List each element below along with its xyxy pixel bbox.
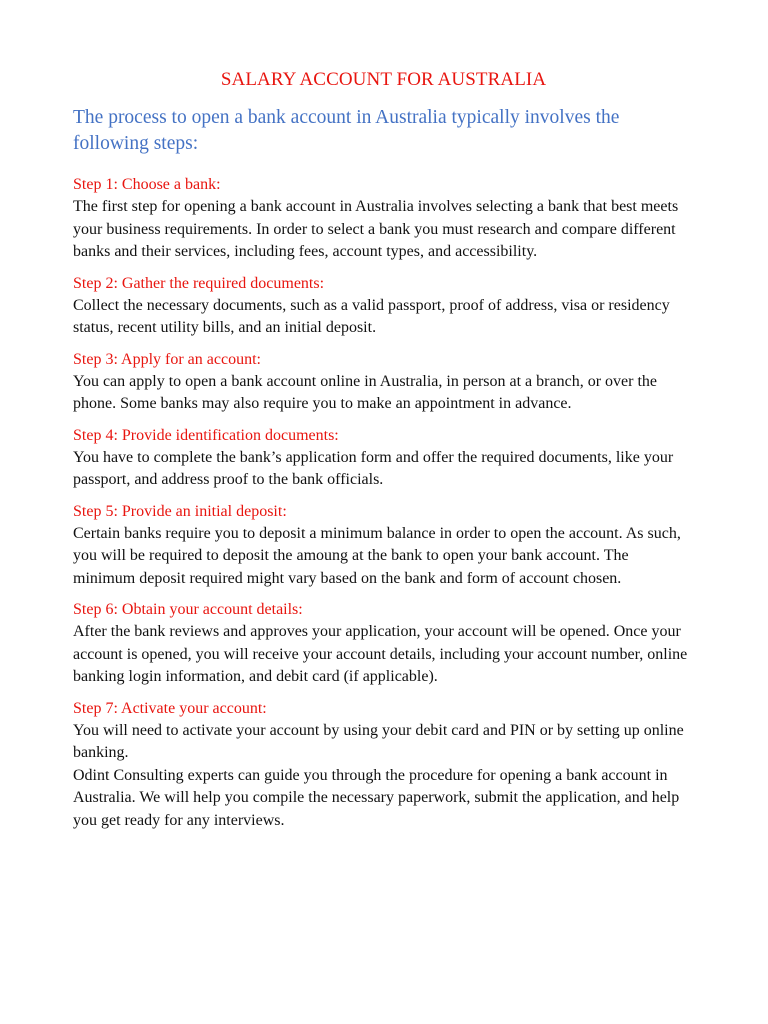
step-heading: Step 2: Gather the required documents:: [73, 274, 325, 292]
step-section: [73, 273, 694, 340]
step-body: After the bank reviews and approves your application, your account will be opened. Once your account is opened, you will receive your account details, including your account number, online banking login information, and debit card (if applicable).: [73, 623, 688, 685]
step-heading: Step 6: Obtain your account details:: [73, 601, 303, 618]
step-heading: Step 7: Activate your account:: [73, 699, 267, 717]
step-body: The first step for opening a bank account in Australia involves selecting a bank that best meets your business requirements. In order to select a bank you must research and compare different banks and their services, including fees, account types, and accessibility.: [73, 198, 679, 260]
step-section: [73, 698, 694, 765]
step-heading: Step 5: Provide an initial deposit:: [73, 502, 287, 520]
intro-paragraph: The process to open a bank account in Australia typically involves the following steps:: [73, 107, 620, 154]
step-section: [73, 349, 694, 416]
document-title: SALARY ACCOUNT FOR AUSTRALIA: [220, 69, 547, 90]
step-section: [73, 425, 694, 492]
step-heading: Step 4: Provide identification documents:: [73, 426, 339, 444]
step-section: [73, 174, 694, 264]
step-body: You have to complete the bank’s application form and offer the required documents, like your passport, and address proof to the bank officials.: [73, 448, 674, 488]
step-heading: Step 3: Apply for an account:: [73, 350, 261, 368]
step-heading: Step 1: Choose a bank:: [73, 176, 221, 193]
step-body: Certain banks require you to deposit a minimum balance in order to open the account. As such, you will be required to deposit the amoung at the bank to open your bank account. The minimum deposit required might vary based on the bank and form of account chosen.: [73, 524, 681, 587]
closing-paragraph: Odint Consulting experts can guide you through the procedure for opening a bank account in Australia. We will help you compile the necessary paperwork, submit the application, and help you get ready for any interviews.: [73, 766, 680, 829]
step-body: You will need to activate your account by using your debit card and PIN or by setting up online banking.: [73, 721, 684, 761]
step-section: [73, 599, 694, 689]
step-body: Collect the necessary documents, such as a valid passport, proof of address, visa or residency status, recent utility bills, and an initial deposit.: [73, 296, 670, 336]
step-section: [73, 501, 694, 591]
step-body: You can apply to open a bank account online in Australia, in person at a branch, or over the phone. Some banks may also require you to make an appointment in advance.: [73, 372, 657, 412]
